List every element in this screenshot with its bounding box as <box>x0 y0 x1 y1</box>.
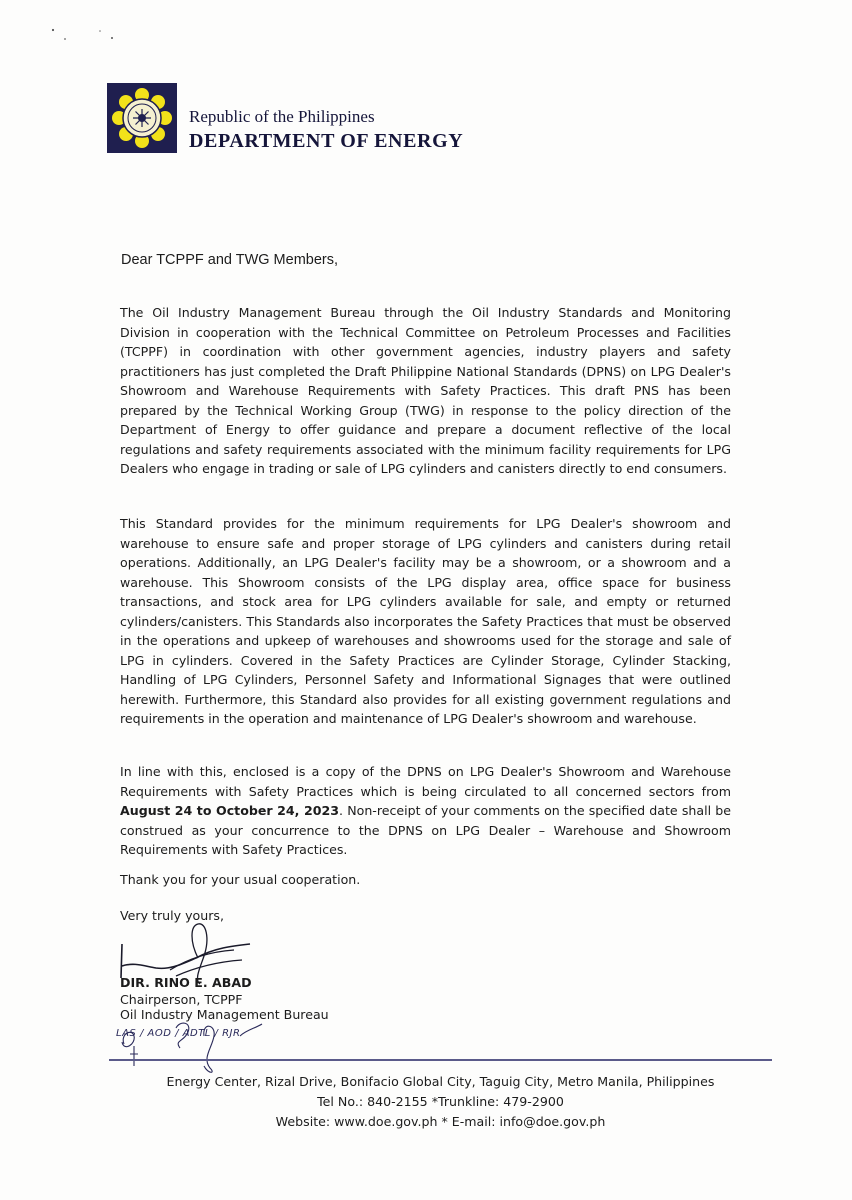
initials-scribbles <box>110 1018 280 1076</box>
signatory-bureau: Oil Industry Management Bureau <box>120 1007 329 1022</box>
signatory-title: Chairperson, TCPPF <box>120 992 243 1007</box>
scan-speck-marks <box>50 22 130 52</box>
paragraph-scope: This Standard provides for the minimum requirements for LPG Dealer's showroom and warehouse to ensure safe and proper storage of LPG cylinders and canisters during retail operations. Additionally, an LPG Dealer's facility may be a showroom, or a showroom and a warehouse. This Showroom consists of the LPG display area, office space for business transactions, and stock area for LPG cylinders available for sale, and empty or returned cylinders/canisters. This Standards also incorporates the Safety Practices that must be observed in the operations and upkeep of warehouses and showrooms used for the storage and sale of LPG in cylinders. Covered in the Safety Practices are Cylinder Storage, Cylinder Stacking, Handling of LPG Cylinders, Personnel Safety and Informational Signages that were outlined herewith. Furthermore, this Standard also provides for all existing government regulations and requirements in the operation and maintenance of LPG Dealer's showroom and warehouse. <box>120 516 731 726</box>
circulation-text-end: . Non-receipt of your comments on the specified date shall be construed as your concurrence to the DPNS on LPG Dealer – Warehouse and Showroom Requirements with Safety Practices. <box>120 803 731 857</box>
footer-address: Energy Center, Rizal Drive, Bonifacio Global City, Taguig City, Metro Manila, Philippines <box>166 1074 715 1089</box>
footer-phone: Tel No.: 840-2155 *Trunkline: 479-2900 <box>317 1094 564 1109</box>
closing: Very truly yours, <box>120 908 224 923</box>
salutation: Dear TCPPF and TWG Members, <box>121 252 339 268</box>
doe-seal-icon <box>107 83 177 153</box>
republic-heading: Republic of the Philippines <box>189 107 375 126</box>
comment-period-dates: August 24 to October 24, 2023 <box>120 803 340 818</box>
footer-web-email: Website: www.doe.gov.ph * E-mail: info@doe.gov.ph <box>275 1114 606 1129</box>
paragraph-intro: The Oil Industry Management Bureau through the Oil Industry Standards and Monitoring Division in cooperation with the Technical Committee on Petroleum Processes and Facilities (TCPPF) in coordination with other government agencies, industry players and safety practitioners has just completed the Draft Philippine National Standards (DPNS) on LPG Dealer's Showroom and Warehouse Requirements with Safety Practices. This draft PNS has been prepared by the Technical Working Group (TWG) in response to the policy direction of the Department of Energy to offer guidance and prepare a document reflective of the local regulations and safety requirements associated with the minimum facility requirements for LPG Dealers who engage in trading or sale of LPG cylinders and canisters directly to end consumers. <box>120 305 731 476</box>
footer-divider <box>109 1059 772 1061</box>
paragraph-circulation <box>120 762 731 860</box>
footer <box>109 1072 772 1132</box>
paragraph-thanks: Thank you for your usual cooperation. <box>120 872 361 887</box>
routing-initials: LAS / AOD / ADTL / RJR <box>116 1028 241 1039</box>
letterhead <box>107 83 463 153</box>
department-heading: DEPARTMENT OF ENERGY <box>189 130 464 152</box>
circulation-text-start: In line with this, enclosed is a copy of the DPNS on LPG Dealer's Showroom and Warehouse Requirements with Safety Practices which is being circulated to all concerned sectors from <box>120 764 731 799</box>
signatory-name: DIR. RINO E. ABAD <box>120 975 252 990</box>
